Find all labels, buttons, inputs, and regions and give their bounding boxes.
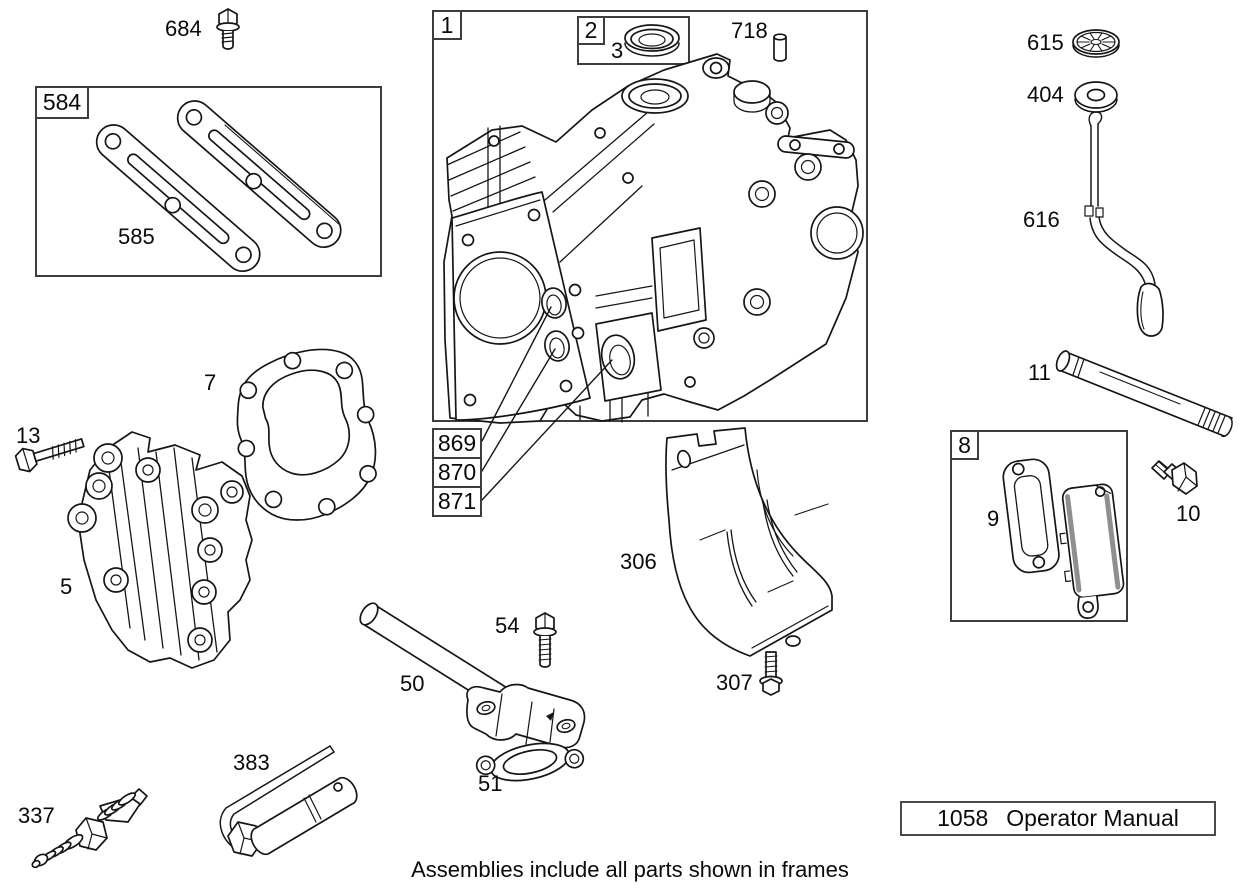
ref-684: 684 bbox=[165, 16, 202, 41]
engine-block-art bbox=[444, 54, 863, 423]
callout-stack-869-871 bbox=[432, 428, 482, 517]
ref-5: 5 bbox=[60, 574, 73, 599]
ref-11: 11 bbox=[1028, 360, 1051, 385]
oil-tube-11-art bbox=[1054, 349, 1232, 436]
ref-51: 51 bbox=[478, 771, 503, 796]
ref-307: 307 bbox=[716, 670, 753, 695]
pin-718-art bbox=[774, 34, 786, 61]
ref-337: 337 bbox=[18, 803, 55, 828]
ref-13: 13 bbox=[16, 423, 41, 448]
assemblies-caption: Assemblies include all parts shown in frames bbox=[411, 857, 849, 882]
ref-306: 306 bbox=[620, 549, 657, 574]
dipstick-616-art bbox=[1085, 112, 1163, 336]
frame-584-label: 584 bbox=[35, 86, 89, 119]
bolt-307-art bbox=[760, 652, 782, 695]
bolt-684-art bbox=[217, 9, 239, 49]
ref-718: 718 bbox=[731, 18, 768, 43]
oil-seal-3-art bbox=[625, 25, 679, 56]
oil-cap-615-art bbox=[1073, 30, 1119, 57]
ref-54: 54 bbox=[495, 613, 520, 638]
washer-404-art bbox=[1075, 82, 1117, 112]
ref-50: 50 bbox=[400, 671, 425, 696]
muffler-art bbox=[1055, 483, 1128, 620]
operator-manual-box bbox=[900, 801, 1216, 836]
exhaust-gasket-9-art bbox=[1001, 457, 1060, 574]
manual-label: Operator Manual bbox=[1006, 805, 1179, 831]
manual-ref: 1058 bbox=[937, 805, 989, 831]
callout-869: 869 bbox=[432, 428, 482, 459]
gasket-pair-585-art bbox=[90, 94, 348, 278]
ref-9: 9 bbox=[987, 506, 1000, 531]
ref-616: 616 bbox=[1023, 207, 1060, 232]
callout-870: 870 bbox=[432, 457, 482, 488]
ref-585: 585 bbox=[118, 224, 155, 249]
deflector-306-art bbox=[666, 428, 832, 656]
ref-7: 7 bbox=[204, 370, 217, 395]
ref-10: 10 bbox=[1176, 501, 1201, 526]
frame-8-label: 8 bbox=[950, 430, 979, 460]
bolt-54-art bbox=[534, 613, 556, 667]
frame-2-label: 2 bbox=[577, 16, 605, 45]
cylinder-head-5-art bbox=[68, 432, 252, 668]
ref-383: 383 bbox=[233, 750, 270, 775]
bolt-10-art bbox=[1152, 461, 1197, 494]
ref-3: 3 bbox=[611, 38, 624, 63]
callout-871: 871 bbox=[432, 486, 482, 517]
ref-404: 404 bbox=[1027, 82, 1064, 107]
frame-1-label: 1 bbox=[432, 10, 462, 40]
ref-615: 615 bbox=[1027, 30, 1064, 55]
